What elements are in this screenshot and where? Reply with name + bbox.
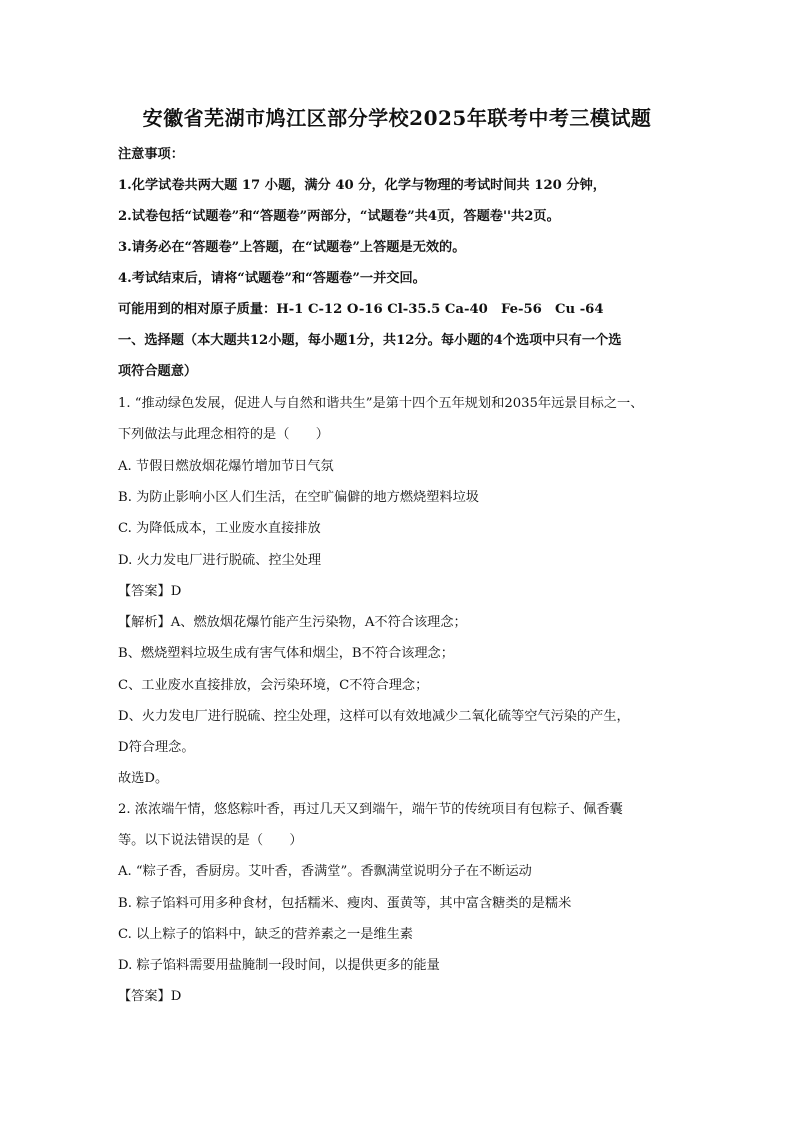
note-item-3: 3.请务必在“答题卷”上答题，在“试题卷”上答题是无效的。 bbox=[118, 240, 466, 255]
question-2-answer: 【答案】D bbox=[118, 989, 182, 1004]
question-1-option-d: D. 火力发电厂进行脱硫、控尘处理 bbox=[118, 553, 322, 568]
question-1-stem-line-2: 下列做法与此理念相符的是（ ） bbox=[118, 427, 329, 442]
question-1-analysis-line-4: D、火力发电厂进行脱硫、控尘处理，这样可以有效地减少二氧化硫等空气污染的产生， bbox=[118, 709, 630, 724]
question-1-stem-line-1: 1. “推动绿色发展，促进人与自然和谐共生”是第十四个五年规划和2035年远景目标之一、 bbox=[118, 396, 644, 411]
question-1-analysis-line-6: 故选D。 bbox=[118, 771, 169, 786]
notes-heading: 注意事项： bbox=[118, 147, 184, 162]
note-item-2: 2.试卷包括“试题卷”和“答题卷”两部分，“试题卷”共4页，答题卷''共2页。 bbox=[118, 209, 560, 224]
question-1-option-b: B. 为防止影响小区人们生活，在空旷偏僻的地方燃烧塑料垃圾 bbox=[118, 490, 479, 505]
page-title: 安徽省芜湖市鸠江区部分学校2025年联考中考三模试题 bbox=[142, 106, 652, 130]
question-1-analysis-line-1: 【解析】A、燃放烟花爆竹能产生污染物，A不符合该理念； bbox=[118, 615, 467, 630]
question-2-option-c: C. 以上粽子的馅料中，缺乏的营养素之一是维生素 bbox=[118, 927, 413, 942]
question-2-option-a: A. “粽子香，香厨房。艾叶香，香满堂”。香飘满堂说明分子在不断运动 bbox=[118, 864, 532, 879]
question-2-option-d: D. 粽子馅料需要用盐腌制一段时间，以提供更多的能量 bbox=[118, 958, 440, 973]
section-heading-line-1: 一、选择题（本大题共12小题，每小题1分，共12分。每小题的4个选项中只有一个选 bbox=[118, 333, 622, 348]
question-1-analysis-line-5: D符合理念。 bbox=[118, 740, 195, 755]
note-item-4: 4.考试结束后，请将“试题卷”和“答题卷”一并交回。 bbox=[118, 271, 426, 286]
section-heading-line-2: 项符合题意） bbox=[118, 364, 198, 379]
question-2-stem-line-1: 2. 浓浓端午情，悠悠粽叶香，再过几天又到端午，端午节的传统项目有包粽子、佩香囊 bbox=[118, 802, 623, 817]
question-2-option-b: B. 粽子馅料可用多种食材，包括糯米、瘦肉、蛋黄等，其中富含糖类的是糯米 bbox=[118, 896, 572, 911]
note-item-1: 1.化学试卷共两大题 17 小题，满分 40 分，化学与物理的考试时间共 120 分钟， bbox=[118, 178, 606, 193]
question-1-option-a: A. 节假日燃放烟花爆竹增加节日气氛 bbox=[118, 459, 334, 474]
atomic-masses: 可能用到的相对原子质量：H-1 C-12 O-16 Cl-35.5 Ca-40 Fe-56 Cu -64 bbox=[118, 302, 604, 317]
question-1-analysis-line-3: C、工业废水直接排放，会污染环境，C不符合理念； bbox=[118, 678, 429, 693]
question-2-stem-line-2: 等。以下说法错误的是（ ） bbox=[118, 833, 303, 848]
question-1-answer: 【答案】D bbox=[118, 584, 182, 599]
question-1-analysis-line-2: B、燃烧塑料垃圾生成有害气体和烟尘，B不符合该理念； bbox=[118, 646, 454, 661]
question-1-option-c: C. 为降低成本，工业废水直接排放 bbox=[118, 521, 321, 536]
